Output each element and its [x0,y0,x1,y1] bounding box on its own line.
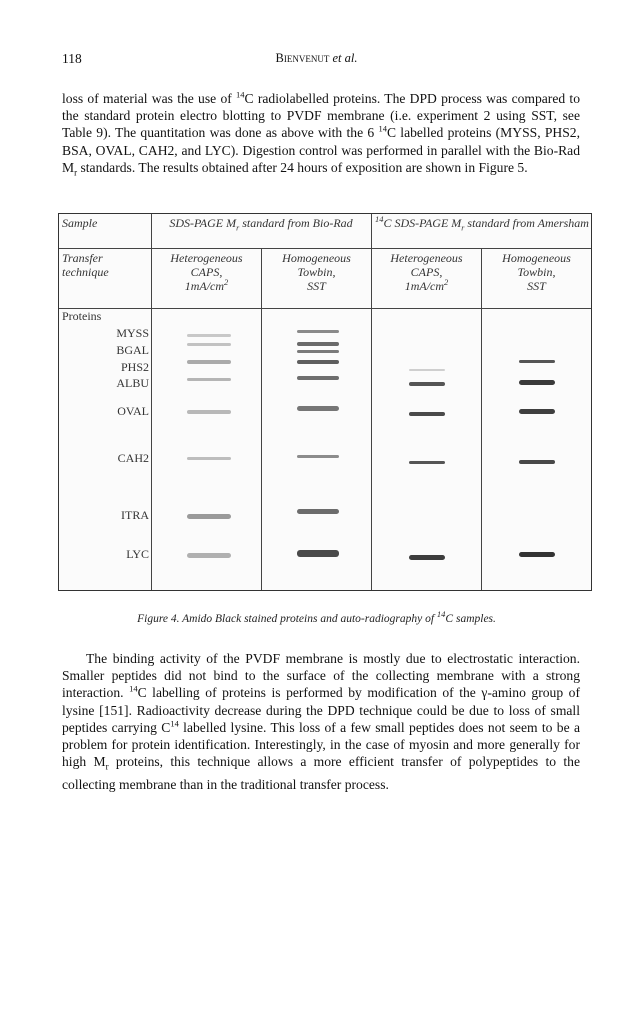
column-group-biorad: SDS-PAGE $M_r$ standard from Bio-Rad [169,216,353,233]
body-paragraph-1: loss of material was the use of $^{14}$C radiolabelled proteins. The DPD process was compared to the standard protein electro blotting to PVDF membrane (i.e. experiment 2 using SST, see Table 9). The quantitation was done as above with the 6 $^{14}$C labelled proteins (MYSS, PHS2, BSA, OVAL, CAH2, and LYC). Digestion control was performed in parallel with the Bio-Rad $M_r$ standards. The results obtained after 24 hours of exposition are shown in Figure 5. [62,89,581,178]
technique-cell-1: Heterogeneous CAPS, $1mA/cm^2$ [170,251,243,293]
gel-band [519,360,555,363]
technique-cell-3: Heterogeneous CAPS, $1mA/cm^2$ [390,251,463,293]
gel-band [297,342,339,346]
gel-band [187,457,231,460]
marker-label-bgal: BGAL [116,343,149,357]
sample-label: Sample [62,216,98,230]
gel-band [297,350,339,353]
marker-label-myss: MYSS [116,326,149,340]
gel-band [297,360,339,364]
gel-band [187,553,231,558]
gel-band [297,509,339,514]
gel-band [187,334,231,337]
gel-band [187,360,231,364]
gel-lane-1 [187,316,231,586]
gel-band [519,409,555,414]
gel-band [187,410,231,414]
running-head-authors: Bienvenut [275,51,330,65]
grid-line [261,248,262,590]
gel-band [297,455,339,458]
marker-label-oval: OVAL [117,404,149,418]
gel-band [297,376,339,380]
figure-4 [58,213,592,591]
proteins-label: Proteins [62,309,102,323]
grid-line [371,214,372,590]
marker-label-cah2: CAH2 [117,451,149,465]
gel-band [187,343,231,346]
gel-band [409,555,445,560]
marker-label-phs2: PHS2 [120,360,149,374]
gel-band [519,552,555,557]
grid-line [481,248,482,590]
gel-band [409,412,445,416]
gel-band [297,406,339,411]
marker-label-itra: ITRA [121,508,149,522]
gel-band [187,378,231,381]
gel-band [409,382,445,386]
page-header [62,51,571,71]
gel-lane-2 [297,316,339,586]
figure-caption: Figure 4. Amido Black stained proteins and auto-radiography of $^{14}$C samples. [137,609,496,625]
gel-band [409,461,445,464]
gel-band [519,380,555,385]
running-head-etal: et al. [332,51,358,65]
gel-lane-4 [519,316,555,586]
gel-lane-3 [409,316,445,586]
running-head [62,51,571,66]
column-group-amersham: $^{14}$C SDS-PAGE $M_r$ standard from Amersham [375,214,589,233]
grid-line [151,214,152,590]
transfer-technique-label: Transfer technique [62,251,109,279]
marker-label-lyc: LYC [126,547,149,561]
gel-band [187,514,231,519]
technique-cell-2: Homogeneous Towbin, SST [282,251,351,293]
gel-band [409,369,445,371]
gel-band [297,550,339,557]
marker-label-albu: ALBU [116,376,149,390]
body-paragraph-2: The binding activity of the PVDF membrane is mostly due to electrostatic interaction. Smaller peptides did not bind to the surface of the collecting membrane with a strong interaction. $^{14}$C labelling of proteins is performed by modification of the γ-amino group of lysine [151]. Radioactivity decrease during the DPD technique could be due to loss of small peptides carrying $C^{14}$ labelled lysine. This loss of a few small peptides does not seem to be a problem for protein identification. Interestingly, in the case of myosin and more generally for high $M_r$ proteins, this technique allows a more efficient transfer of polypeptides to the collecting membrane than in the traditional transfer process. [62,651,581,793]
page-number: 118 [62,51,82,66]
technique-cell-4: Homogeneous Towbin, SST [502,251,571,293]
marker-labels [59,214,149,590]
gel-band [519,460,555,464]
gel-band [297,330,339,333]
